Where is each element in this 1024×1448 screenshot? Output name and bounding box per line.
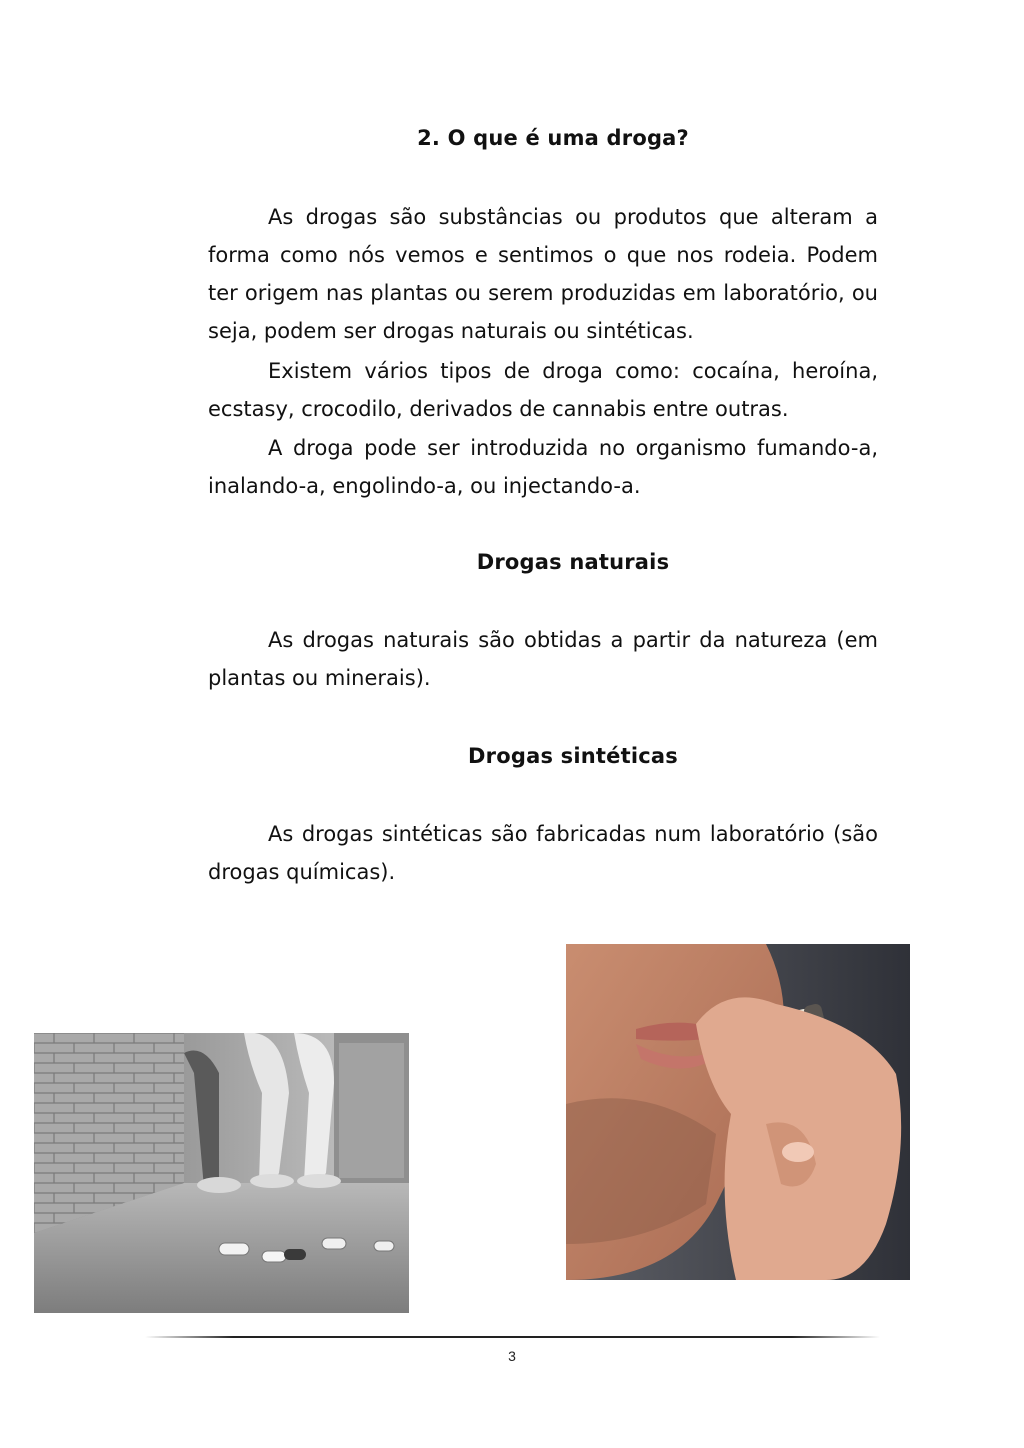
naturais-paragraph: As drogas naturais são obtidas a partir da natureza (em plantas ou minerais).: [208, 628, 878, 690]
intake-methods-paragraph: A droga pode ser introduzida no organismo fumando-a, inalando-a, engolindo-a, ou injectando-a.: [208, 436, 878, 498]
page-number: 3: [508, 1348, 516, 1364]
intro-paragraph: As drogas são substâncias ou produtos que alteram a forma como nós vemos e sentimos o que nos rodeia. Podem ter origem nas plantas ou serem produzidas em laboratório, ou seja, podem ser drogas naturais ou sintéticas.: [208, 205, 878, 343]
footer-divider: [145, 1336, 880, 1338]
section-heading-sinteticas: Drogas sintéticas: [468, 744, 678, 768]
section-heading-naturais: Drogas naturais: [476, 550, 670, 574]
smoking-photo: [566, 944, 910, 1280]
page-title: 2. O que é uma droga?: [417, 126, 689, 150]
pills-floor-illustration: [34, 1033, 409, 1313]
smoking-illustration: [566, 944, 910, 1280]
drug-types-paragraph: Existem vários tipos de droga como: cocaína, heroína, ecstasy, crocodilo, derivados de cannabis entre outras.: [208, 359, 878, 421]
pills-floor-photo: [34, 1033, 409, 1313]
sinteticas-paragraph: As drogas sintéticas são fabricadas num laboratório (são drogas químicas).: [208, 822, 878, 884]
